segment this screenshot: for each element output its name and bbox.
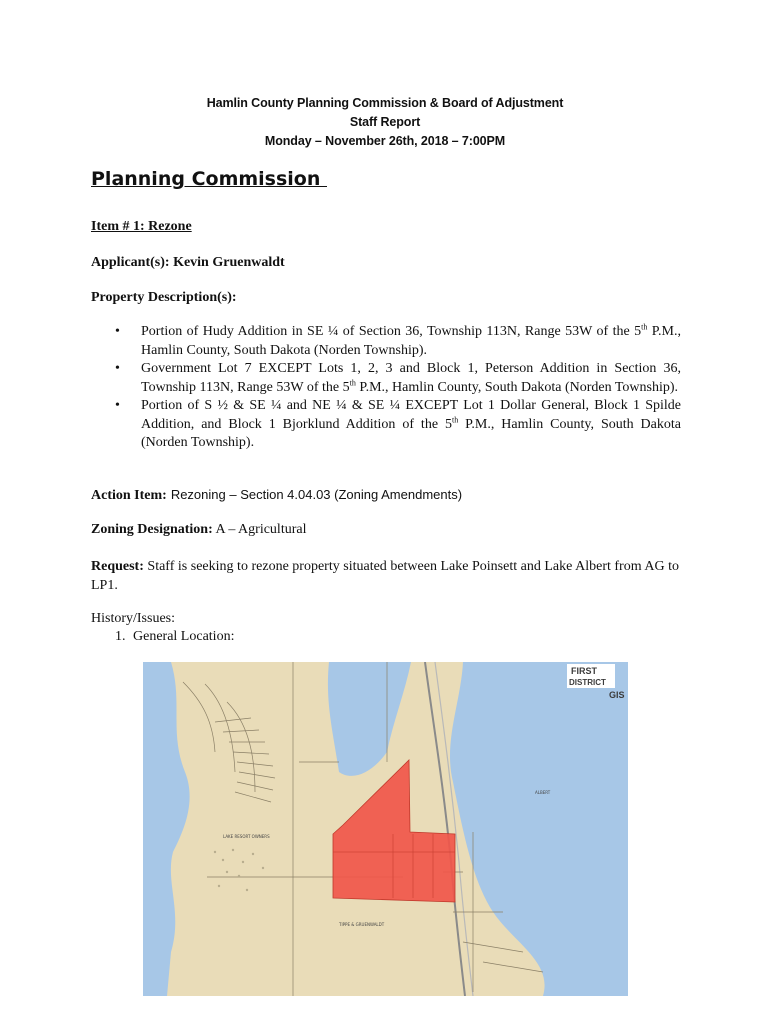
applicant-value: Kevin Gruenwaldt [173, 255, 285, 270]
history-item [115, 629, 234, 645]
history-item-text: General Location: [133, 629, 235, 644]
request-label: Request: [91, 559, 144, 574]
property-text: Government Lot 7 EXCEPT Lots 1, 2, 3 and Block 1, Peterson Addition in Section 36, Township 113N, Range 53W of the 5 [141, 361, 681, 395]
action-item-label: Action Item: [91, 488, 167, 503]
map-label: ALBERT [535, 790, 551, 795]
action-item-line [91, 486, 462, 504]
list-item [91, 360, 681, 397]
zoning-line [91, 522, 306, 538]
list-item [91, 397, 681, 453]
applicant-label: Applicant(s): [91, 255, 170, 270]
property-text-end: P.M., Hamlin County, South Dakota (Norden Township). [141, 416, 681, 450]
map-image [143, 662, 628, 996]
action-item-value: Rezoning – Section 4.04.03 (Zoning Amendments) [170, 487, 463, 502]
property-text: Portion of S ½ & SE ¼ and NE ¼ & SE ¼ EXCEPT Lot 1 Dollar General, Block 1 Spilde Addition, and Block 1 Bjorklund Addition of the 5 [141, 398, 681, 432]
bullet-icon: • [115, 361, 120, 376]
history-item-number: 1. [115, 629, 126, 644]
property-list [91, 323, 681, 453]
applicant-line [91, 255, 285, 271]
property-text: Portion of Hudy Addition in SE ¼ of Section 36, Township 113N, Range 53W of the 5 [141, 324, 642, 339]
logo-text: GIS [609, 690, 625, 700]
report-header-title: Hamlin County Planning Commission & Board of Adjustment [206, 96, 564, 110]
zoning-label: Zoning Designation: [91, 522, 213, 537]
superscript: th [349, 377, 356, 387]
zoning-value: A – Agricultural [215, 522, 307, 537]
request-paragraph [91, 557, 679, 595]
report-header-date: Monday – November 26th, 2018 – 7:00PM [264, 134, 506, 148]
report-header-subtitle: Staff Report [349, 115, 421, 129]
bullet-icon: • [115, 324, 120, 339]
history-label: History/Issues: [91, 611, 175, 626]
item-heading: Item # 1: Rezone [91, 219, 192, 234]
request-value: Staff is seeking to rezone property situated between Lake Poinsett and Lake Albert from AG to LP1. [91, 559, 679, 593]
map-label: TIPPE & GRUENWALDT [339, 922, 385, 927]
section-title: Planning Commission [91, 168, 327, 190]
property-text-end: P.M., Hamlin County, South Dakota (Norden Township). [355, 379, 679, 395]
superscript: th [451, 414, 459, 424]
bullet-icon: • [115, 398, 120, 413]
property-text-end: P.M., Hamlin County, South Dakota (Norden Township). [141, 324, 681, 358]
logo-text: FIRST [571, 666, 597, 676]
map-label: LAKE RESORT OWNERS [223, 834, 270, 839]
logo-text: DISTRICT [569, 678, 606, 687]
location-map [143, 662, 628, 996]
superscript: th [641, 322, 648, 332]
property-label: Property Description(s): [91, 290, 237, 305]
list-item [91, 323, 681, 360]
